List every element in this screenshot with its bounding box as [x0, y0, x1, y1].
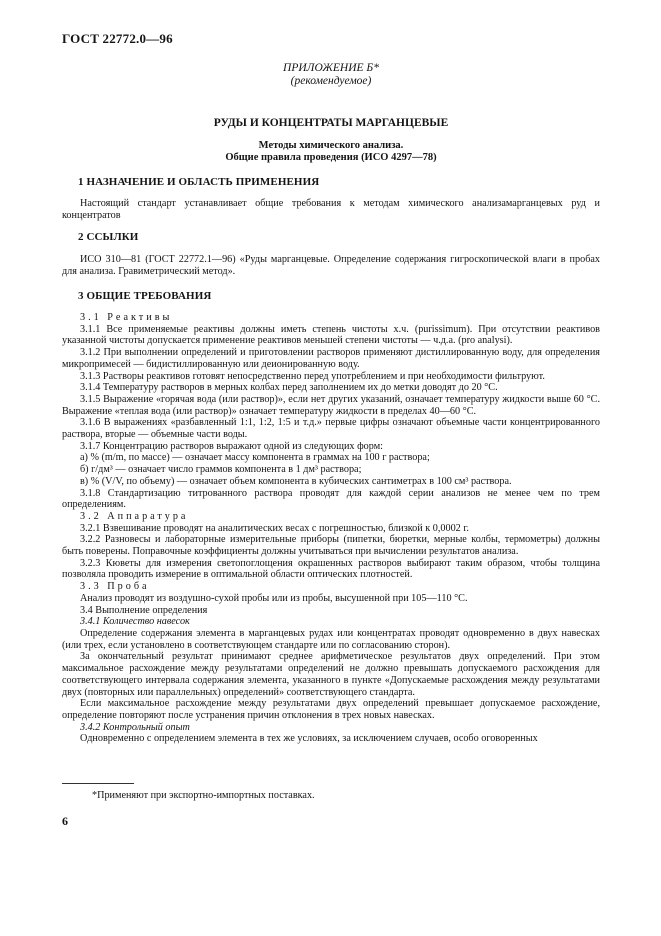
section-1-body [62, 198, 600, 221]
clause-3-2-1: 3.2.1 Взвешивание проводят на аналитических весах с погрешностью, близкой к 0,0002 г. [80, 522, 469, 534]
list-item-c: в) % (V/V, по объему) — означает объем компонента в кубических сантиметрах в 100 см³ раствора. [80, 475, 512, 487]
clause-3-4-1-text-3: Если максимальное расхождение между результатами двух определений превышает допускаемое расхождение, определение повторяют после устранения причин отклонения в трех новых навесках. [62, 698, 600, 721]
footnote-divider [62, 783, 134, 784]
section-2-text: ИСО 310—81 (ГОСТ 22772.1—96) «Руды марганцевые. Определение содержания гигроскопической влаги в пробах для анализа. Гравиметрический метод». [62, 254, 600, 277]
clause-3-1-1: 3.1.1 Все применяемые реактивы должны иметь степень чистоты х.ч. (purissimum). При отсутствии реактивов указанной чистоты допускается применение реактивов меньшей степени чистоты — ч.д.а. (pro analysi). [62, 323, 600, 347]
clause-3-1-2: 3.1.2 При выполнении определений и приготовлении растворов применяют дистиллированную воду, для определения микропримесей — бидистиллированную или деионированную воду. [62, 347, 600, 370]
clause-3-4-1-heading: 3.4.1 Количество навесок [80, 616, 190, 628]
clause-3-1-heading: 3.1 Реактивы [80, 312, 173, 323]
page-number: 6 [62, 814, 68, 828]
section-3-body [62, 312, 600, 745]
section-1-heading: 1 НАЗНАЧЕНИЕ И ОБЛАСТЬ ПРИМЕНЕНИЯ [78, 176, 320, 188]
clause-3-3-heading: 3.3 Проба [80, 581, 150, 593]
clause-3-2-3: 3.2.3 Кюветы для измерения светопоглощения окрашенных растворов выбирают таким образом, чтобы толщина позволяла проводить измерение в оптимальной области оптических плотностей. [62, 557, 600, 581]
section-1-text: Настоящий стандарт устанавливает общие требования к методам химического анализамарганцевых руд и концентратов [62, 198, 600, 221]
appendix-note: (рекомендуемое) [290, 75, 372, 87]
section-2-heading: 2 ССЫЛКИ [78, 231, 139, 243]
section-3-heading: 3 ОБЩИЕ ТРЕБОВАНИЯ [78, 290, 212, 302]
clause-3-1-6: 3.1.6 В выражениях «разбавленный 1:1, 1:2, 1:5 и т.д.» первые цифры означают объемные части концентрированного раствора, вторые — объемные части воды. [62, 417, 600, 441]
subtitle-line-2: Общие правила проведения (ИСО 4297—78) [225, 152, 437, 164]
clause-3-4-2-heading: 3.4.2 Контрольный опыт [80, 721, 190, 733]
standard-header: ГОСТ 22772.0—96 [62, 31, 173, 46]
clause-3-4-1-text-1: Определение содержания элемента в марганцевых рудах или концентратах проводят одновременно в двух навесках (или трех, если установлено в соответствующем стандарте или по согласованию сторон). [62, 627, 600, 651]
subtitle-line-1: Методы химического анализа. [258, 140, 404, 151]
footnote: *Применяют при экспортно-импортных поставках. [92, 790, 315, 801]
clause-3-4-2-text-1: Одновременно с определением элемента в тех же условиях, за исключением случаев, особо оговоренных [80, 733, 538, 745]
appendix-block [62, 62, 600, 88]
clause-3-2-2: 3.2.2 Разновесы и лабораторные измерительные приборы (пипетки, бюретки, мерные колбы, термометры) должны быть поверены. Поправочные коэффициенты должны учитываться при вычислении результатов анализа. [62, 534, 600, 558]
clause-3-4-1-text-2: За окончательный результат принимают среднее арифметическое результатов двух определений. При этом максимальное расхождение между результатами определений не должно превышать допускаемого расхождения для соответствующего интервала содержания элемента, указанного в пункте «Допускаемые расхождения между результатами двух (повторных или параллельных) определений» соответствующего стандарта. [62, 651, 600, 698]
document-title: РУДЫ И КОНЦЕНТРАТЫ МАРГАНЦЕВЫЕ [213, 117, 449, 129]
clause-3-1-4: 3.1.4 Температуру растворов в мерных колбах перед заполнением их до метки доводят до 20 °С. [80, 382, 498, 394]
clause-3-1-3: 3.1.3 Растворы реактивов готовят непосредственно перед употреблением и при необходимости фильтруют. [80, 370, 545, 382]
clause-3-3-text: Анализ проводят из воздушно-сухой пробы или из пробы, высушенной при 105—110 °С. [80, 592, 468, 604]
clause-3-2-heading: 3.2 Аппаратура [80, 510, 189, 522]
clause-3-1-5: 3.1.5 Выражение «горячая вода (или раствор)», если нет других указаний, означает температуру жидкости выше 60 °С. Выражение «теплая вода (или раствор)» означает температуру жидкости в пределах 40—60 °С. [62, 393, 600, 417]
document-subtitle [62, 140, 600, 165]
clause-3-1-8: 3.1.8 Стандартизацию титрованного раствора проводят для каждой серии анализов не менее чем по трем определениям. [62, 487, 600, 511]
section-2-body [62, 254, 600, 277]
clause-3-1-7: 3.1.7 Концентрацию растворов выражают одной из следующих форм: [80, 440, 383, 452]
list-item-b: б) г/дм³ — означает число граммов компонента в 1 дм³ раствора; [80, 464, 362, 476]
clause-3-4-heading: 3.4 Выполнение определения [80, 604, 208, 616]
list-item-a: а) % (m/m, по массе) — означает массу компонента в граммах на 100 г раствора; [80, 452, 430, 464]
appendix-title: ПРИЛОЖЕНИЕ Б* [283, 62, 379, 74]
